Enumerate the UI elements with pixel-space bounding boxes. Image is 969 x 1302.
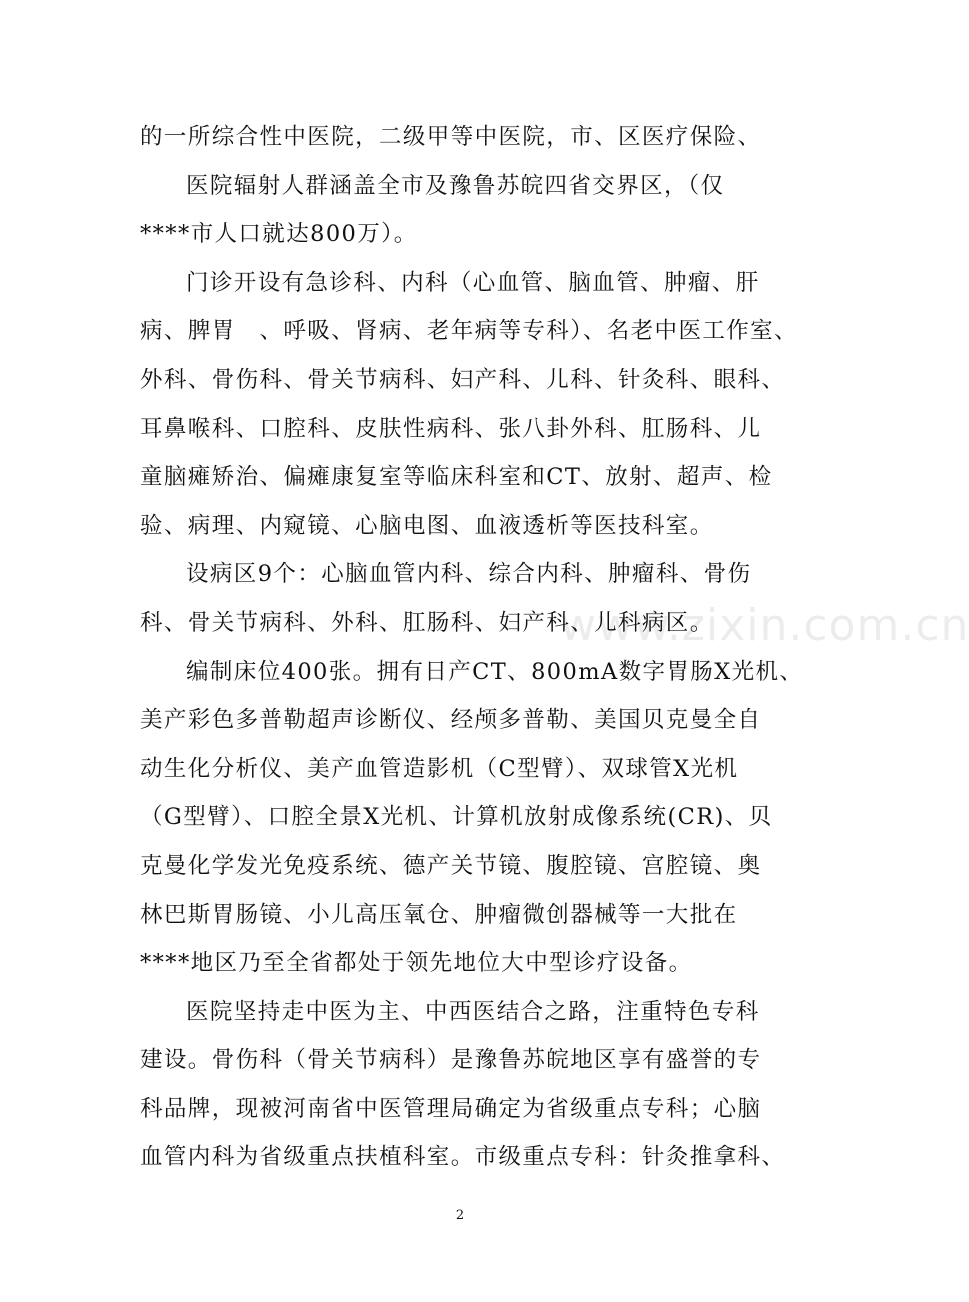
text-line: 林巴斯胃肠镜、小儿高压氧仓、肿瘤微创器械等一大批在 (140, 901, 738, 928)
text-line: 科、骨关节病科、外科、肛肠科、妇产科、儿科病区。 (140, 609, 714, 636)
text-line: 医院坚持走中医为主、中西医结合之路，注重特色专科 (186, 998, 760, 1025)
text-line: 童脑瘫矫治、偏瘫康复室等临床科室和CT、放射、超声、检 (140, 464, 773, 491)
text-line: 门诊开设有急诊科、内科（心血管、脑血管、肿瘤、肝 (186, 269, 760, 296)
text-line: 验、病理、内窥镜、心脑电图、血液透析等医技科室。 (140, 512, 714, 539)
page-number: 2 (455, 1208, 465, 1223)
text-line: ****市人口就达800万）。 (140, 221, 418, 248)
text-line: 科品牌，现被河南省中医管理局确定为省级重点专科；心脑 (140, 1095, 762, 1122)
text-line: 美产彩色多普勒超声诊断仪、经颅多普勒、美国贝克曼全自 (140, 707, 762, 734)
text-line: 动生化分析仪、美产血管造影机（C型臂）、双球管X光机 (140, 755, 739, 782)
text-line: 的一所综合性中医院，二级甲等中医院，市、区医疗保险、 (140, 124, 762, 150)
text-line: 设病区9个：心脑血管内科、综合内科、肿瘤科、骨伤 (186, 561, 752, 588)
text-line: ****地区乃至全省都处于领先地位大中型诊疗设备。 (140, 950, 693, 977)
text-line: 编制床位400张。拥有日产CT、800mA数字胃肠X光机、 (186, 658, 804, 685)
text-line: （G型臂）、口腔全景X光机、计算机放射成像系统(CR)、贝 (140, 804, 773, 831)
text-line: 耳鼻喉科、口腔科、皮肤性病科、张八卦外科、肛肠科、儿 (140, 415, 762, 442)
text-line: 医院辐射人群涵盖全市及豫鲁苏皖四省交界区，（仅 (186, 172, 725, 199)
text-line: 血管内科为省级重点扶植科室。市级重点专科：针灸推拿科、 (140, 1144, 786, 1171)
watermark: www.zixin.com.cn (560, 600, 969, 651)
text-line: 病、脾胃 、呼吸、肾病、老年病等专科）、名老中医工作室、 (140, 318, 798, 345)
text-line: 外科、骨伤科、骨关节病科、妇产科、儿科、针灸科、眼科、 (140, 366, 786, 393)
text-line: 建设。骨伤科（骨关节病科）是豫鲁苏皖地区享有盛誉的专 (140, 1047, 762, 1074)
text-line: 克曼化学发光免疫系统、德产关节镜、腹腔镜、宫腔镜、奥 (140, 852, 762, 879)
